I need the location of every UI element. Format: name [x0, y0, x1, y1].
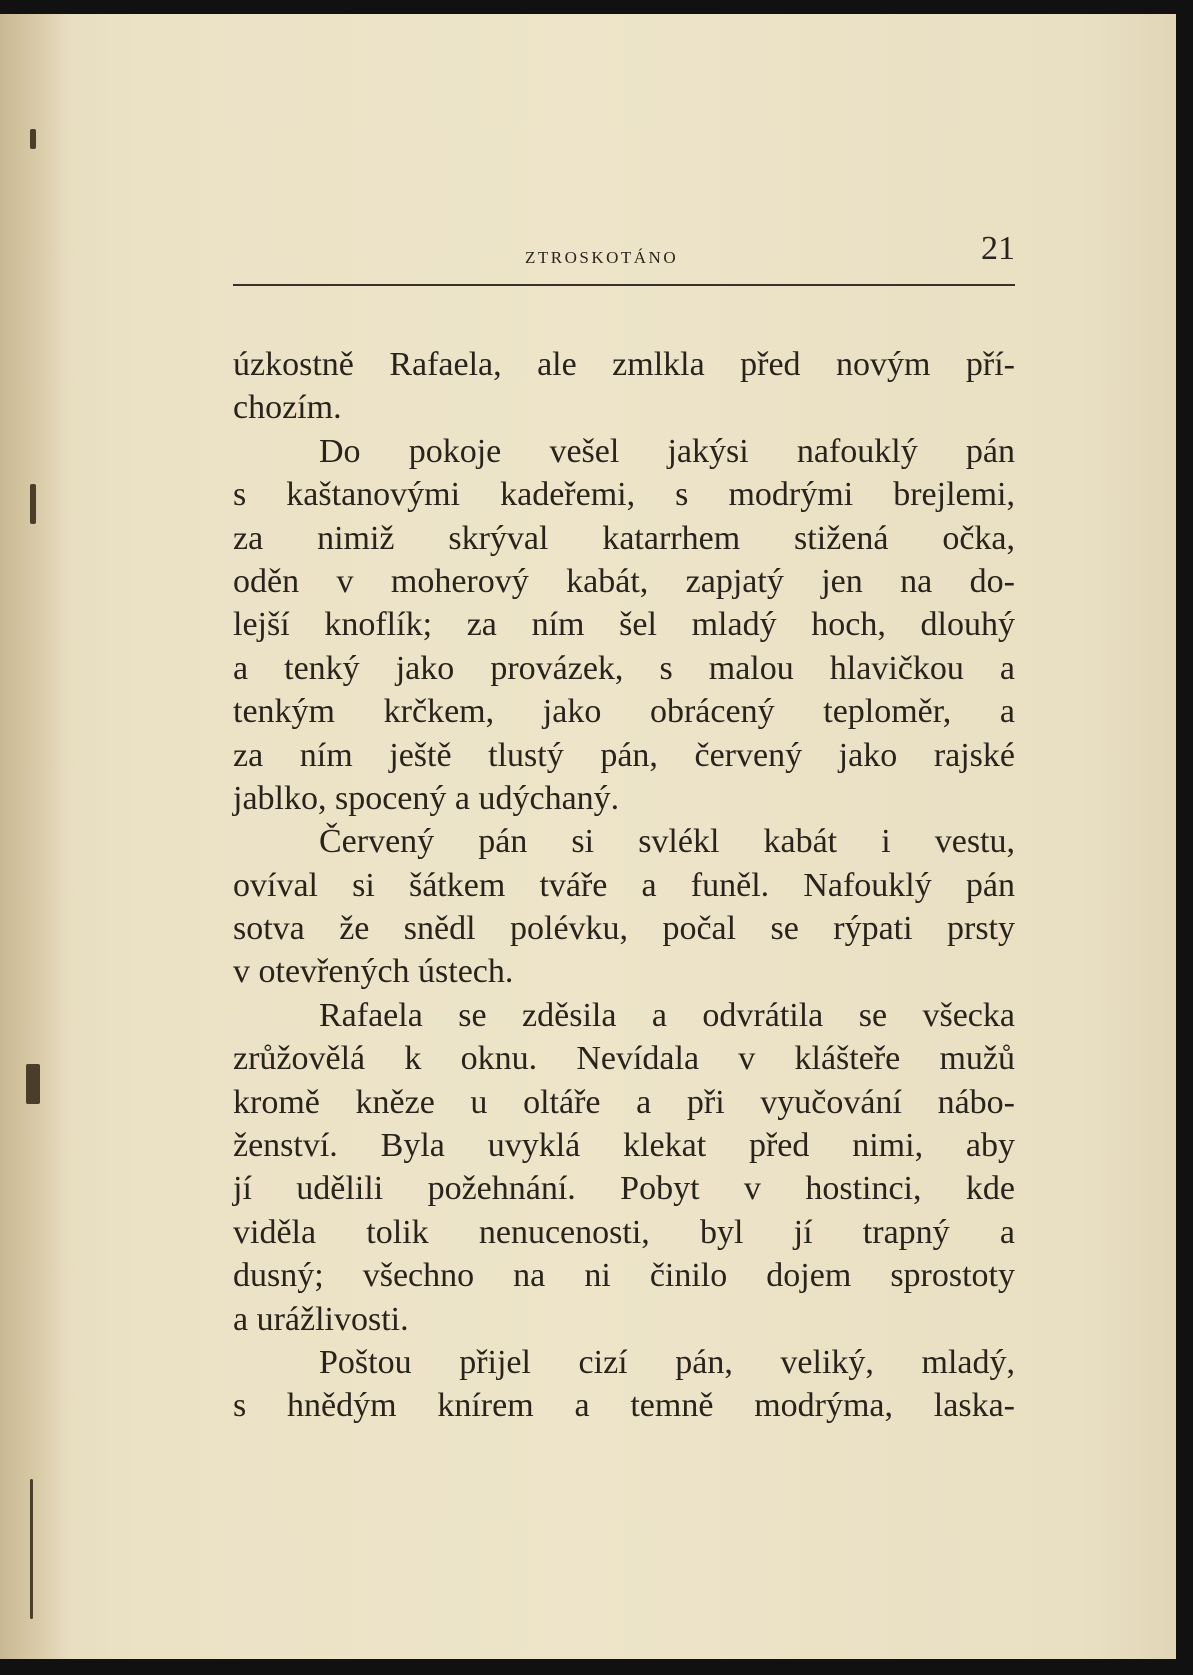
page-number: 21 [981, 230, 1015, 267]
text-line: Rafaela se zděsila a odvrátila se všecka [319, 996, 1015, 1034]
paragraph [233, 820, 1015, 994]
body-text [233, 343, 1015, 1428]
text-line: za nimiž skrýval katarrhem stižená očka, [233, 519, 1015, 557]
text-line: s hnědým knírem a temně modrýma, laska- [233, 1387, 1015, 1425]
text-line: jablko, spocený a udýchaný. [233, 779, 620, 817]
text-line: s kaštanovými kadeřemi, s modrými brejlemi, [233, 476, 1015, 514]
paragraph [233, 994, 1015, 1341]
running-title: ZTROSKOTÁNO [525, 248, 679, 267]
binding-thread-mark [30, 484, 36, 524]
text-line: Do pokoje vešel jakýsi nafouklý pán [319, 432, 1015, 470]
text-line: viděla tolik nenucenosti, byl jí trapný a [233, 1213, 1015, 1251]
text-line: zrůžovělá k oknu. Nevídala v klášteře mužů [233, 1040, 1015, 1078]
text-line: Červený pán si svlékl kabát i vestu, [319, 823, 1015, 861]
text-line: ovíval si šátkem tváře a funěl. Nafouklý pán [233, 866, 1015, 904]
text-line: ženství. Byla uvyklá klekat před nimi, aby [233, 1127, 1015, 1165]
text-line: za ním ještě tlustý pán, červený jako rajské [233, 736, 1015, 774]
text-line: Poštou přijel cizí pán, veliký, mladý, [319, 1343, 1015, 1381]
page-header [233, 222, 1015, 274]
binding-thread-mark [26, 1064, 40, 1104]
text-line: kromě kněze u oltáře a při vyučování nábo- [233, 1083, 1015, 1121]
text-line: tenkým krčkem, jako obrácený teploměr, a [233, 693, 1015, 731]
text-line: lejší knoflík; za ním šel mladý hoch, dlouhý [233, 606, 1015, 644]
text-line: oděn v moherový kabát, zapjatý jen na do- [233, 562, 1015, 600]
book-page [0, 14, 1176, 1659]
paragraph [233, 430, 1015, 821]
paragraph [233, 343, 1015, 430]
binding-thread-mark [30, 1479, 33, 1619]
header-rule [233, 284, 1015, 286]
text-line: chozím. [233, 389, 342, 427]
binding-thread-mark [30, 129, 36, 149]
text-line: sotva že snědl polévku, počal se rýpati prsty [233, 910, 1015, 948]
text-line: a urážlivosti. [233, 1300, 409, 1338]
binding-gutter [0, 14, 70, 1659]
text-line: úzkostně Rafaela, ale zmlkla před novým pří- [233, 346, 1015, 383]
text-line: jí udělili požehnání. Pobyt v hostinci, kde [233, 1170, 1015, 1208]
text-line: a tenký jako provázek, s malou hlavičkou a [233, 649, 1015, 687]
paragraph [233, 1341, 1015, 1428]
text-line: v otevřených ústech. [233, 953, 514, 991]
text-line: dusný; všechno na ni činilo dojem sprostoty [233, 1257, 1015, 1295]
